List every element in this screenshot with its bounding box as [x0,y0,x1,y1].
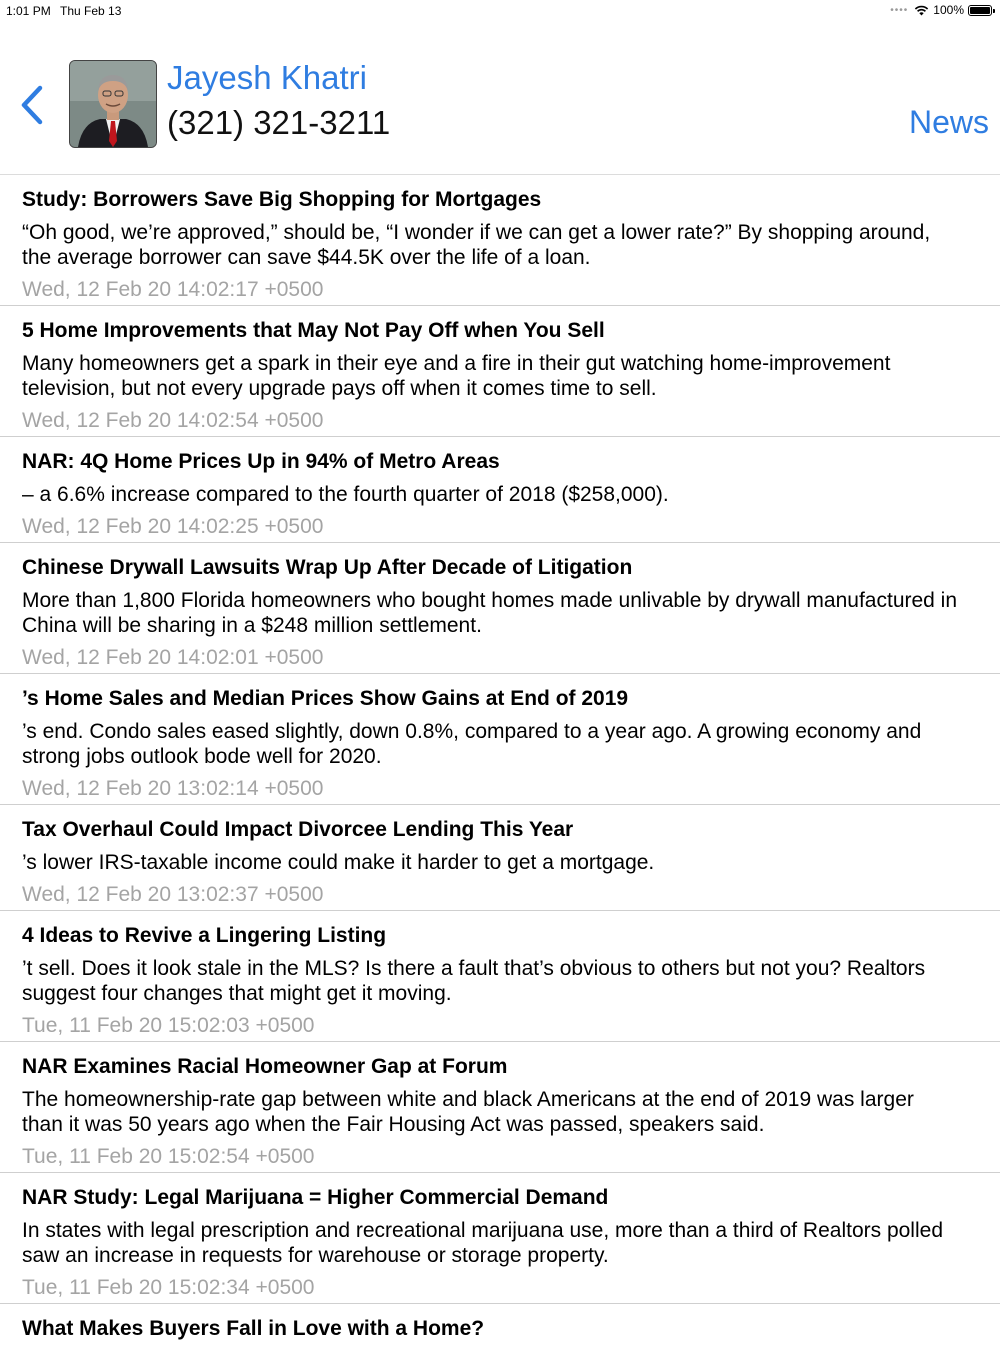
contact-header [0,22,1000,175]
news-date: Wed, 12 Feb 20 14:02:17 +0500 [22,278,324,301]
news-date: Wed, 12 Feb 20 14:02:01 +0500 [22,646,324,669]
battery-icon [968,5,992,16]
news-summary: The homeownership-rate gap between white and black Americans at the end of 2019 was larger than it was 50 years ago when the Fair Housing Act was passed, speakers said. [22,1088,914,1136]
news-date: Wed, 12 Feb 20 14:02:25 +0500 [22,515,324,538]
news-item[interactable] [0,175,1000,306]
signal-icon: •••• [890,4,909,16]
news-item[interactable] [0,1173,1000,1304]
news-item[interactable] [0,805,1000,911]
news-date: Tue, 11 Feb 20 15:02:54 +0500 [22,1145,315,1168]
news-title: ’s Home Sales and Median Prices Show Gains at End of 2019 [22,687,629,710]
back-button[interactable] [16,80,52,130]
news-item[interactable] [0,306,1000,437]
news-title: What Makes Buyers Fall in Love with a Home? [22,1317,485,1340]
news-title: NAR: 4Q Home Prices Up in 94% of Metro Areas [22,450,500,473]
agent-name: Jayesh Khatri [167,59,367,96]
news-summary: – a 6.6% increase compared to the fourth quarter of 2018 ($258,000). [22,483,669,506]
news-summary: Many homeowners get a spark in their eye and a fire in their gut watching home-improvement television, but not every upgrade pays off when it comes time to sell. [22,352,891,400]
news-summary: More than 1,800 Florida homeowners who bought homes made unlivable by drywall manufactured in China will be sharing in a $248 million settlement. [22,589,958,637]
news-item[interactable] [0,543,1000,674]
agent-phone[interactable]: (321) 321-3211 [167,104,391,141]
news-item[interactable] [0,674,1000,805]
news-summary: ’s lower IRS-taxable income could make it harder to get a mortgage. [22,851,655,874]
news-item[interactable] [0,911,1000,1042]
news-button[interactable]: News [908,104,989,140]
news-title: NAR Examines Racial Homeowner Gap at Forum [22,1055,508,1078]
news-date: Tue, 11 Feb 20 15:02:03 +0500 [22,1014,315,1037]
news-item[interactable] [0,437,1000,543]
news-title: Chinese Drywall Lawsuits Wrap Up After Decade of Litigation [22,556,633,579]
news-title: 4 Ideas to Revive a Lingering Listing [22,924,387,947]
status-date: Thu Feb 13 [60,4,122,18]
news-list [0,175,1000,1346]
news-title: 5 Home Improvements that May Not Pay Off when You Sell [22,319,605,342]
news-item[interactable] [0,1304,1000,1346]
news-date: Tue, 11 Feb 20 15:02:34 +0500 [22,1276,315,1299]
wifi-icon [914,5,929,16]
news-title: NAR Study: Legal Marijuana = Higher Commercial Demand [22,1186,609,1209]
news-date: Wed, 12 Feb 20 13:02:37 +0500 [22,883,324,906]
news-date: Wed, 12 Feb 20 14:02:54 +0500 [22,409,324,432]
news-item[interactable] [0,1042,1000,1173]
news-summary: ’s end. Condo sales eased slightly, down 0.8%, compared to a year ago. A growing economy and strong jobs outlook bode well for 2020. [22,720,922,768]
battery-percent: 100% [933,3,964,17]
avatar [69,60,157,148]
status-right [890,3,992,17]
news-title: Tax Overhaul Could Impact Divorcee Lending This Year [22,818,574,841]
status-bar [0,0,1000,22]
news-title: Study: Borrowers Save Big Shopping for Mortgages [22,188,542,211]
news-summary: ’t sell. Does it look stale in the MLS? Is there a fault that’s obvious to others but not you? Realtors suggest four changes that might get it moving. [22,957,926,1005]
news-date: Wed, 12 Feb 20 13:02:14 +0500 [22,777,324,800]
status-time: 1:01 PM [6,4,51,18]
news-summary: “Oh good, we’re approved,” should be, “I wonder if we can get a lower rate?” By shopping around, the average borrower can save $44.5K over the life of a loan. [22,221,931,269]
chevron-left-icon [16,80,52,130]
news-summary: In states with legal prescription and recreational marijuana use, more than a third of Realtors polled saw an increase in requests for warehouse or storage property. [22,1219,943,1267]
